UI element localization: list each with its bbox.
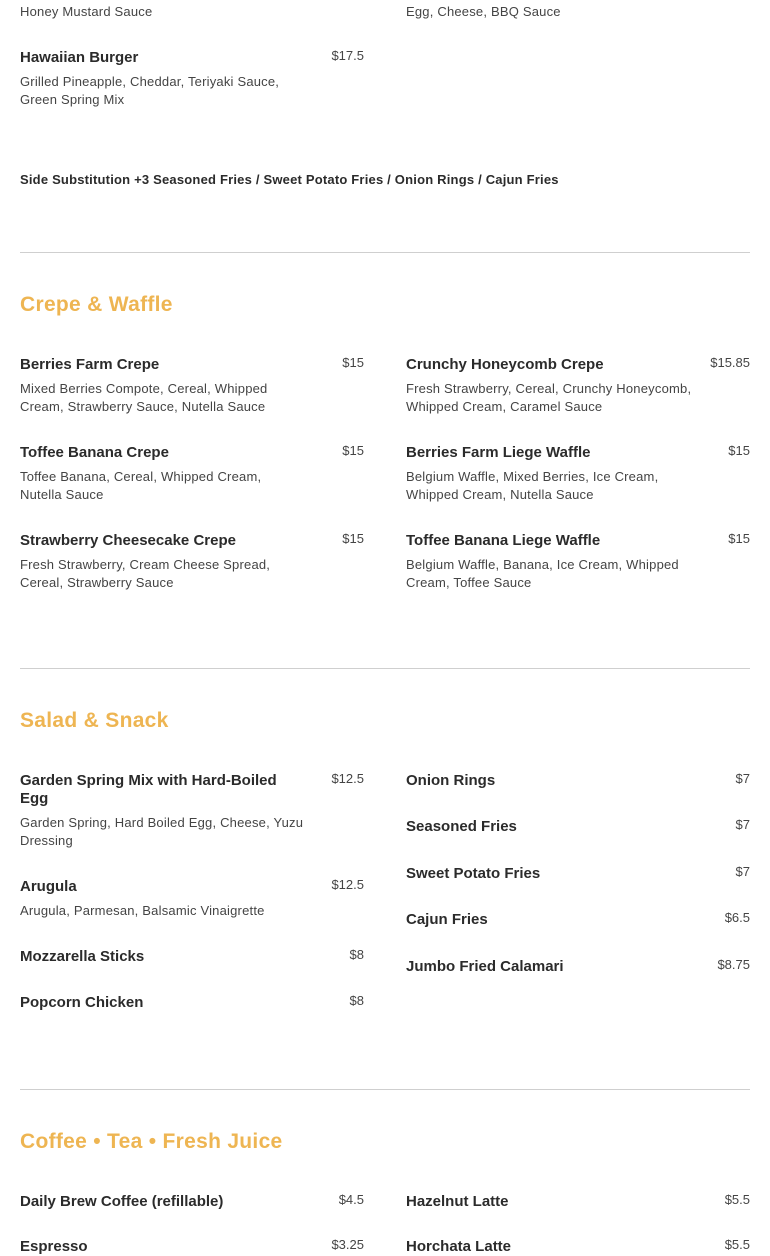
item-hawaiian-burger-desc: Grilled Pineapple, Cheddar, Teriyaki Sauce, Green Spring Mix <box>20 74 280 107</box>
item-price: $15 <box>728 443 750 458</box>
item-price: $5.5 <box>724 1237 750 1252</box>
item-price: $15.85 <box>710 355 750 370</box>
item-title: Toffee Banana Liege Waffle <box>406 532 601 549</box>
section-heading-crepe-waffle: Crepe & Waffle <box>20 293 173 316</box>
item-price: $12.5 <box>331 877 364 892</box>
item-title: Daily Brew Coffee (refillable) <box>20 1193 224 1210</box>
item-title: Espresso <box>20 1238 88 1255</box>
item-price: $7 <box>735 864 750 879</box>
item-title: Crunchy Honeycomb Crepe <box>406 356 604 373</box>
item-price: $5.5 <box>724 1192 750 1207</box>
item-title: Onion Rings <box>406 772 496 789</box>
item-price: $12.5 <box>331 771 364 786</box>
item-title: Seasoned Fries <box>406 818 517 835</box>
item-desc: Toffee Banana, Cereal, Whipped Cream, Nutella Sauce <box>20 469 262 502</box>
item-desc: Arugula, Parmesan, Balsamic Vinaigrette <box>20 903 265 918</box>
item-title: Hazelnut Latte <box>406 1193 509 1210</box>
item-price: $7 <box>735 817 750 832</box>
item-price: $15 <box>342 531 364 546</box>
item-desc: Belgium Waffle, Mixed Berries, Ice Cream, Whipped Cream, Nutella Sauce <box>406 469 659 502</box>
burger-desc-partial-left: Honey Mustard Sauce <box>20 4 153 19</box>
item-title: Mozzarella Sticks <box>20 948 145 965</box>
item-desc: Mixed Berries Compote, Cereal, Whipped Cream, Strawberry Sauce, Nutella Sauce <box>20 381 268 414</box>
item-desc: Belgium Waffle, Banana, Ice Cream, Whipped Cream, Toffee Sauce <box>406 557 679 590</box>
item-desc: Garden Spring, Hard Boiled Egg, Cheese, Yuzu Dressing <box>20 815 304 848</box>
item-price: $15 <box>728 531 750 546</box>
item-hawaiian-burger-title: Hawaiian Burger <box>20 49 139 66</box>
item-title: Sweet Potato Fries <box>406 865 541 882</box>
item-title: Berries Farm Liege Waffle <box>406 444 591 461</box>
item-title: Berries Farm Crepe <box>20 356 160 373</box>
item-hawaiian-burger-price: $17.5 <box>331 48 364 63</box>
item-price: $8.75 <box>717 957 750 972</box>
item-title: Toffee Banana Crepe <box>20 444 169 461</box>
item-price: $8 <box>349 947 364 962</box>
item-title: Cajun Fries <box>406 911 488 928</box>
item-title: Strawberry Cheesecake Crepe <box>20 532 236 549</box>
item-title: Popcorn Chicken <box>20 994 144 1011</box>
section-divider <box>20 1089 750 1090</box>
item-price: $4.5 <box>338 1192 364 1207</box>
item-desc: Fresh Strawberry, Cereal, Crunchy Honeycomb, Whipped Cream, Caramel Sauce <box>406 381 692 414</box>
side-substitution-note: Side Substitution +3 Seasoned Fries / Sweet Potato Fries / Onion Rings / Cajun Fries <box>20 172 559 187</box>
section-heading-coffee-tea-juice: Coffee • Tea • Fresh Juice <box>20 1130 283 1153</box>
item-price: $8 <box>349 993 364 1008</box>
section-heading-salad-snack: Salad & Snack <box>20 709 169 732</box>
item-title: Garden Spring Mix with Hard-Boiled Egg <box>20 772 277 807</box>
section-divider <box>20 668 750 669</box>
section-divider <box>20 252 750 253</box>
item-price: $7 <box>735 771 750 786</box>
item-title: Arugula <box>20 878 77 895</box>
item-desc: Fresh Strawberry, Cream Cheese Spread, Cereal, Strawberry Sauce <box>20 557 271 590</box>
item-title: Horchata Latte <box>406 1238 512 1255</box>
item-title: Jumbo Fried Calamari <box>406 958 564 975</box>
item-price: $15 <box>342 355 364 370</box>
item-price: $6.5 <box>724 910 750 925</box>
burger-desc-partial-right: Egg, Cheese, BBQ Sauce <box>406 4 561 19</box>
item-price: $3.25 <box>331 1237 364 1252</box>
item-price: $15 <box>342 443 364 458</box>
